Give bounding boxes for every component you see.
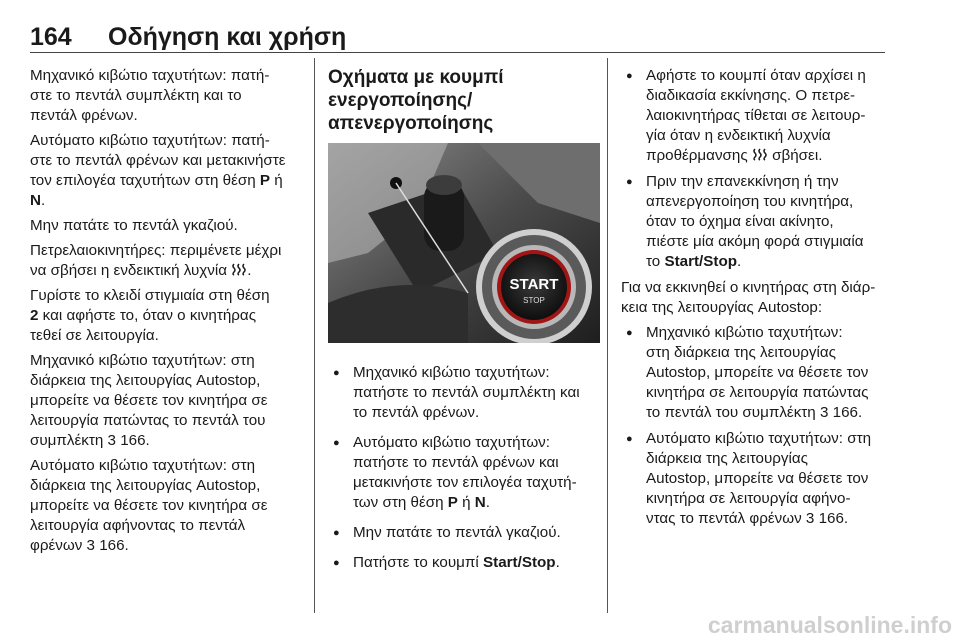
preheat-coil-icon <box>752 147 768 161</box>
page-reference-link[interactable]: 3 166. <box>86 537 129 554</box>
section-heading: Οχήματα με κουμπί ενεργοποίησης/ απενεργοποίησης <box>328 67 504 134</box>
paragraph-manual-autostop: Μηχανικό κιβώτιο ταχυτήτων: στη διάρκεια της λειτουργίας Autostop, μπορείτε να θέσετε τον κινητήρα σε λειτουργία πατώντας το πεντάλ του συμπλέκτη 3 166. <box>30 352 268 449</box>
paragraph-automatic-autostop: Αυτόματο κιβώτιο ταχυτήτων: στη διάρκεια της λειτουργίας Autostop, μπορείτε να θέσετε τον κινητήρα σε λειτουργία αφήνοντας το πεντάλ φρένων 3 166. <box>30 457 268 554</box>
key-position-2: 2 <box>30 307 39 324</box>
paragraph-manual-start: Μηχανικό κιβώτιο ταχυτήτων: πατή- στε το πεντάλ συμπλέκτη και το πεντάλ φρένων. <box>30 67 270 124</box>
page-reference-link[interactable]: 3 166. <box>819 404 863 421</box>
column-divider-2 <box>607 58 608 613</box>
paragraph-autostop-intro: Για να εκκινηθεί ο κινητήρας στη διάρ- κεια της λειτουργίας Autostop: <box>621 279 876 316</box>
column-2 <box>328 66 600 583</box>
paragraph-turn-key: Γυρίστε το κλειδί στιγμιαία στη θέση 2 και αφήστε το, όταν ο κινητήρας τεθεί σε λειτουργία. <box>30 287 270 344</box>
page-number: 164 <box>30 23 72 51</box>
column-3 <box>621 66 891 535</box>
start-stop-label: Start/Stop <box>664 253 738 270</box>
gear-p: P <box>447 494 458 511</box>
paragraph-no-accelerator: Μην πατάτε το πεντάλ γκαζιού. <box>30 217 238 234</box>
page-reference-link[interactable]: 3 166. <box>805 510 849 527</box>
gear-n: N <box>30 192 41 209</box>
page-reference-link[interactable]: 3 166. <box>107 432 150 449</box>
start-stop-label: Start/Stop <box>483 554 556 571</box>
list-item: ● Μηχανικό κιβώτιο ταχυτήτων: πατήστε το πεντάλ συμπλέκτη και το πεντάλ φρένων. <box>328 363 600 423</box>
preheat-coil-icon <box>231 262 247 276</box>
start-stop-button-photo <box>328 143 600 343</box>
paragraph-diesel-wait: Πετρελαιοκινητήρες: περιμένετε μέχρι να σβήσει η ενδεικτική λυχνία . <box>30 242 282 279</box>
chapter-title: Οδήγηση και χρήση <box>108 23 347 51</box>
gear-n: N <box>474 494 486 511</box>
header-rule <box>30 52 885 53</box>
button-start-label: START <box>509 276 559 293</box>
paragraph-automatic-start: Αυτόματο κιβώτιο ταχυτήτων: πατή- στε το πεντάλ φρένων και μετακινήστε τον επιλογέα ταχυτήτων στη θέση P ή N. <box>30 132 286 209</box>
list-item: ● Αυτόματο κιβώτιο ταχυτήτων: στη διάρκεια της λειτουργίας Autostop, μπορείτε να θέσετε τον κινητήρα σε λειτουργία αφήνο- ντας το πεντάλ φρένων 3 166. <box>621 429 891 529</box>
watermark: carmanualsonline.info <box>707 612 952 638</box>
page-header <box>30 20 346 52</box>
list-item: ● Πριν την επανεκκίνηση ή την απενεργοποίηση του κινητήρα, όταν το όχημα είναι ακίνητο, πιέστε μία ακόμη φορά στιγμιαία το Start/Stop. <box>621 172 891 272</box>
gear-p: P <box>259 172 271 189</box>
list-item: ● Μην πατάτε το πεντάλ γκαζιού. <box>328 523 600 543</box>
list-item: ● Αφήστε το κουμπί όταν αρχίσει η διαδικασία εκκίνησης. Ο πετρε- λαιοκινητήρας τίθεται σε λειτουρ- γία όταν η ενδεικτική λυχνία προθέρμανσης σβήσει. <box>621 66 891 166</box>
list-item: ● Αυτόματο κιβώτιο ταχυτήτων: πατήστε το πεντάλ φρένων και μετακινήστε τον επιλογέα ταχυτή- των στη θέση P ή N. <box>328 433 600 513</box>
list-item: ● Πατήστε το κουμπί Start/Stop. <box>328 553 600 573</box>
button-stop-label: STOP <box>523 296 545 305</box>
column-1 <box>30 66 308 561</box>
list-item: ● Μηχανικό κιβώτιο ταχυτήτων: στη διάρκεια της λειτουργίας Autostop, μπορείτε να θέσετε τον κινητήρα σε λειτουργία πατώντας το πεντάλ του συμπλέκτη 3 166. <box>621 323 891 423</box>
column-divider-1 <box>314 58 315 613</box>
